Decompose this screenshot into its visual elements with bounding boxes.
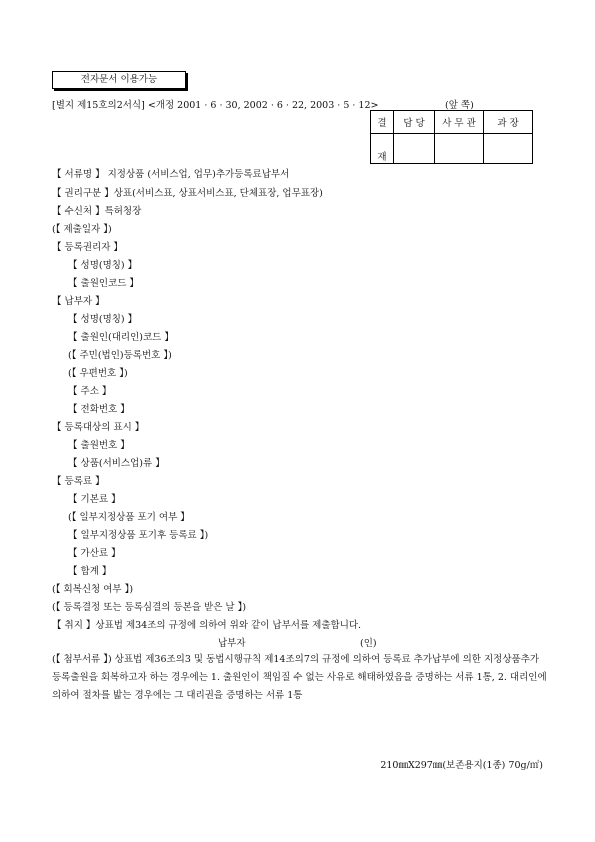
approval-table (370, 110, 533, 164)
front-side-label: (앞 쪽) (445, 100, 474, 111)
document-name: 【 서류명 】 지정상품 (서비스업, 업무)추가등록료납부서 (52, 169, 290, 180)
payer-applicant-code: 【 출원인(대리인)코드 】 (68, 332, 174, 343)
purpose: 【 취지 】상표법 제34조의 규정에 의하여 위와 같이 납부서를 제출합니다. (52, 620, 362, 631)
recipient: 【 수신처 】특허청장 (52, 206, 142, 217)
paper-spec: 210㎜X297㎜(보존용지(1종) 70g/㎡) (380, 760, 543, 771)
holder-name: 【 성명(명칭) 】 (68, 260, 138, 271)
fee-after-waiver: 【 일부지정상품 포기후 등록료 】) (68, 530, 209, 541)
holder-applicant-code: 【 출원인코드 】 (68, 278, 139, 289)
approval-sign-officer (435, 134, 484, 164)
right-type: 【 권리구분 】상표(서비스표, 상표서비스표, 단체표장, 업무표장) (52, 188, 323, 199)
partial-waiver: (【 일부지정상품 포기 여부 】 (68, 512, 190, 523)
surcharge: 【 가산료 】 (68, 548, 121, 559)
decision-copy-date: (【 등록결정 또는 등록심결의 등본을 받은 날 】) (52, 602, 247, 613)
approval-sign-director (484, 134, 533, 164)
seal-mark: (인) (360, 638, 377, 649)
approval-label-bottom: 재 (371, 134, 394, 164)
payer: 【 납부자 】 (52, 296, 105, 307)
approval-col-director: 과 장 (484, 111, 533, 134)
approval-label-top: 결 (371, 111, 394, 134)
payer-phone: 【 전화번호 】 (68, 404, 130, 415)
payer-postal-code: (【 우편번호 】) (68, 368, 128, 379)
application-number: 【 출원번호 】 (68, 440, 130, 451)
electronic-document-box: 전자문서 이용가능 (52, 71, 186, 89)
payer-address: 【 주소 】 (68, 386, 112, 397)
payer-signature-label: 납부자 (218, 638, 246, 649)
payer-registration-number: (【 주민(법인)등록번호 】) (68, 350, 172, 361)
registration-target: 【 등록대상의 표시 】 (52, 422, 145, 433)
form-reference: [별지 제15호의2서식] <개정 2001 · 6 · 30, 2002 · 6 · 22, 2003 · 5 · 12> (52, 100, 379, 111)
restoration-request: (【 회복신청 여부 】) (52, 584, 134, 595)
goods-class: 【 상품(서비스업)류 】 (68, 458, 165, 469)
approval-col-staff: 담 당 (394, 111, 435, 134)
approval-sign-staff (394, 134, 435, 164)
submission-date: (【 제출일자 】) (52, 224, 112, 235)
payer-name: 【 성명(명칭) 】 (68, 314, 138, 325)
rights-holder: 【 등록권리자 】 (52, 242, 123, 253)
registration-fee: 【 등록료 】 (52, 476, 105, 487)
total: 【 합계 】 (68, 566, 112, 577)
basic-fee: 【 기본료 】 (68, 494, 121, 505)
approval-col-officer: 사 무 관 (435, 111, 484, 134)
attachments: (【 첨부서류 】) 상표법 제36조의3 및 동법시행규칙 제14조의7의 규정에 의하여 등록료 추가납부에 의한 지정상품추가등록출원을 회복하고자 하는 경우에는 1. 출원인이 책임질 수 없는 사유로 해태하였음을 증명하는 서류 1통, 2. 대리인에 의하여 절차를 밟는 경우에는 그 대리권을 증명하는 서류 1통 (52, 654, 547, 701)
